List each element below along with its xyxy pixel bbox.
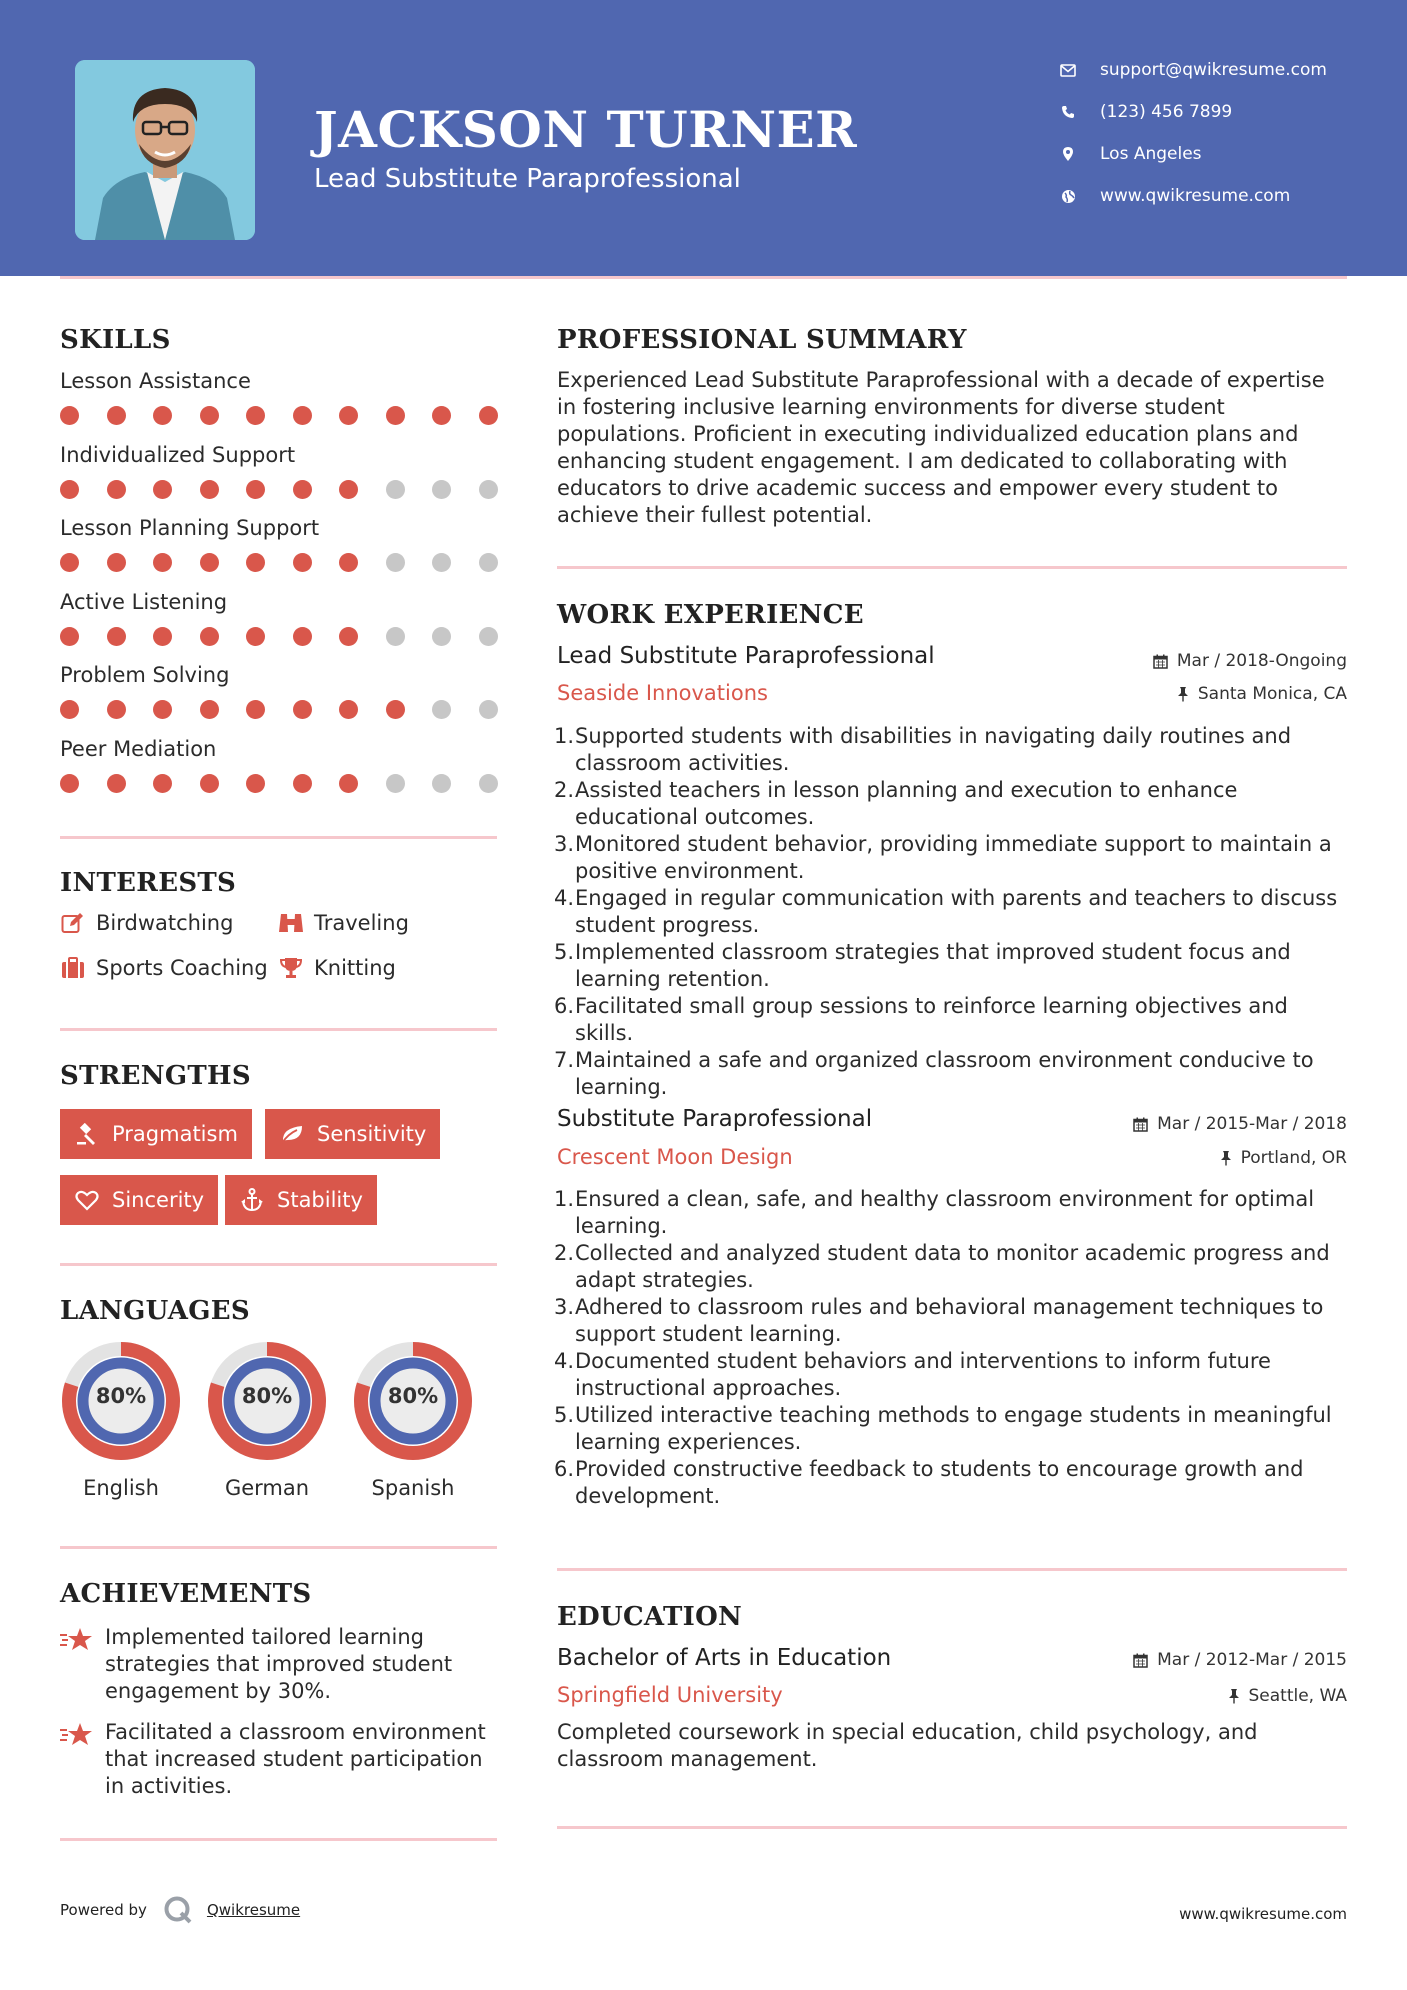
rating-dot-filled [153, 480, 172, 499]
job-title: Lead Substitute Paraprofessional [557, 643, 935, 669]
language-item [206, 1340, 328, 1500]
job-company: Crescent Moon Design [557, 1145, 793, 1169]
rating-dot-filled [200, 553, 219, 572]
skill-rating [60, 480, 497, 500]
bullet-number: 3. [554, 832, 575, 856]
job-dates: Mar / 2015-Mar / 2018 [1133, 1114, 1347, 1134]
job-bullet-list [554, 723, 1347, 1101]
bullet-text: Implemented classroom strategies that improved student focus and learning retention. [575, 940, 1291, 991]
powered-by-text: Powered by [60, 1901, 147, 1919]
bullet-text: Ensured a clean, safe, and healthy classroom environment for optimal learning. [575, 1187, 1315, 1238]
map-marker-icon [1050, 146, 1086, 162]
skill-name: Peer Mediation [60, 736, 217, 761]
footer-website-link[interactable]: www.qwikresume.com [1179, 1905, 1347, 1923]
rating-dot-filled [293, 553, 312, 572]
interest-item: Birdwatching [60, 910, 233, 936]
footer-branding [60, 1895, 300, 1925]
pushpin-icon [1177, 686, 1189, 702]
bullet-text: Adhered to classroom rules and behavioral management techniques to support student learning. [575, 1295, 1324, 1346]
rating-dot-filled [246, 700, 265, 719]
job-bullet [554, 885, 1347, 939]
rating-dot-filled [107, 627, 126, 646]
rating-dot-filled [60, 774, 79, 793]
education-school: Springfield University [557, 1683, 783, 1707]
contact-phone[interactable]: (123) 456 7899 [1050, 97, 1380, 127]
bullet-text: Provided constructive feedback to students to encourage growth and development. [575, 1457, 1304, 1508]
rating-dot-filled [339, 700, 358, 719]
resume-header [0, 0, 1407, 276]
trophy-icon [278, 955, 304, 981]
rating-dot-filled [339, 480, 358, 499]
bullet-number: 4. [554, 1349, 575, 1373]
job-title: Substitute Paraprofessional [557, 1106, 873, 1132]
rating-dot-filled [293, 700, 312, 719]
rating-dot-filled [293, 480, 312, 499]
bullet-text: Assisted teachers in lesson planning and execution to enhance educational outcomes. [575, 778, 1238, 829]
interests-heading: INTERESTS [60, 868, 237, 898]
qwikresume-link[interactable]: Qwikresume [206, 1901, 301, 1919]
rating-dot-empty [432, 774, 451, 793]
job-bullet [554, 723, 1347, 777]
rating-dot-filled [60, 480, 79, 499]
rating-dot-empty [386, 553, 405, 572]
bullet-number: 2. [554, 778, 575, 802]
rating-dot-filled [339, 553, 358, 572]
experience-heading: WORK EXPERIENCE [557, 600, 864, 630]
summary-heading: PROFESSIONAL SUMMARY [557, 325, 967, 355]
section-divider [557, 1826, 1347, 1829]
strength-tag: Sensitivity [265, 1109, 440, 1159]
star-icon [60, 1624, 96, 1705]
rating-dot-filled [200, 627, 219, 646]
pencil-square-icon [60, 910, 86, 936]
globe-icon [1050, 189, 1086, 204]
briefcase-icon [60, 955, 86, 981]
skill-rating [60, 774, 497, 794]
job-location: Portland, OR [1220, 1148, 1347, 1168]
job-bullet [554, 777, 1347, 831]
candidate-title: Lead Substitute Paraprofessional [314, 164, 741, 194]
contact-website[interactable]: www.qwikresume.com [1050, 181, 1380, 211]
rating-dot-filled [246, 480, 265, 499]
rating-dot-filled [60, 700, 79, 719]
skill-name: Individualized Support [60, 442, 296, 467]
bullet-text: Monitored student behavior, providing immediate support to maintain a positive environment. [575, 832, 1332, 883]
rating-dot-filled [107, 553, 126, 572]
rating-dot-empty [479, 627, 498, 646]
rating-dot-filled [107, 406, 126, 425]
job-bullet [554, 1186, 1347, 1240]
skill-rating [60, 553, 497, 573]
job-bullet [554, 993, 1347, 1047]
heart-icon [74, 1187, 100, 1213]
bullet-text: Facilitated small group sessions to reinforce learning objectives and skills. [575, 994, 1288, 1045]
rating-dot-filled [432, 406, 451, 425]
rating-dot-filled [153, 406, 172, 425]
profile-photo [75, 60, 255, 240]
strength-tag: Stability [225, 1175, 377, 1225]
rating-dot-filled [200, 774, 219, 793]
section-divider [60, 836, 497, 839]
rating-dot-filled [246, 406, 265, 425]
rating-dot-filled [246, 627, 265, 646]
rating-dot-filled [60, 553, 79, 572]
job-bullet [554, 1294, 1347, 1348]
rating-dot-filled [60, 627, 79, 646]
phone-icon [1050, 105, 1086, 119]
rating-dot-filled [339, 627, 358, 646]
rating-dot-filled [386, 406, 405, 425]
rating-dot-empty [386, 627, 405, 646]
skill-rating [60, 700, 497, 720]
leaf-icon [279, 1121, 305, 1147]
rating-dot-filled [293, 406, 312, 425]
job-bullet [554, 1240, 1347, 1294]
job-bullet [554, 831, 1347, 885]
language-percent: 80% [95, 1384, 147, 1408]
skill-rating [60, 627, 497, 647]
job-dates: Mar / 2018-Ongoing [1153, 651, 1347, 671]
strength-tag: Pragmatism [60, 1109, 252, 1159]
rating-dot-filled [153, 627, 172, 646]
language-item [352, 1340, 474, 1500]
bullet-number: 2. [554, 1241, 575, 1265]
section-divider [60, 1546, 497, 1549]
rating-dot-empty [386, 480, 405, 499]
section-divider [557, 566, 1347, 569]
bullet-number: 1. [554, 1187, 575, 1211]
section-divider [60, 1838, 497, 1841]
gavel-icon [74, 1121, 100, 1147]
rating-dot-empty [386, 774, 405, 793]
achievement-item: Implemented tailored learning strategies that improved student engagement by 30%. [60, 1624, 497, 1705]
rating-dot-filled [246, 774, 265, 793]
rating-dot-empty [432, 553, 451, 572]
skill-name: Lesson Planning Support [60, 516, 320, 540]
rating-dot-filled [200, 406, 219, 425]
strength-tag: Sincerity [60, 1175, 218, 1225]
job-bullet [554, 1456, 1347, 1510]
skills-heading: SKILLS [60, 325, 171, 355]
rating-dot-filled [107, 700, 126, 719]
rating-dot-filled [153, 774, 172, 793]
rating-dot-empty [432, 627, 451, 646]
job-company: Seaside Innovations [557, 681, 768, 705]
job-bullet [554, 1348, 1347, 1402]
rating-dot-empty [479, 700, 498, 719]
rating-dot-filled [293, 627, 312, 646]
qwikresume-logo-icon [163, 1895, 193, 1925]
pushpin-icon [1220, 1150, 1232, 1166]
job-bullet [554, 939, 1347, 993]
bullet-number: 5. [554, 940, 575, 964]
summary-text: Experienced Lead Substitute Paraprofessional with a decade of expertise in fostering inclusive learning environments for diverse student populations. Proficient in executing individualized education plans and enhancing student engagement. I am dedicated to collaborating with educators to drive academic success and empower every student to achieve their fullest potential. [557, 368, 1325, 527]
job-bullet [554, 1402, 1347, 1456]
language-percent: 80% [387, 1384, 439, 1408]
calendar-icon [1153, 654, 1168, 669]
candidate-name: JACKSON TURNER [314, 100, 858, 159]
bullet-text: Collected and analyzed student data to monitor academic progress and adapt strategies. [575, 1241, 1330, 1292]
bullet-number: 3. [554, 1295, 575, 1319]
interest-item: Traveling [278, 910, 409, 936]
education-heading: EDUCATION [557, 1602, 743, 1632]
rating-dot-empty [479, 480, 498, 499]
calendar-icon [1133, 1117, 1148, 1132]
rating-dot-filled [293, 774, 312, 793]
section-divider [557, 1568, 1347, 1571]
education-location: Seattle, WA [1228, 1686, 1348, 1706]
skill-rating [60, 406, 497, 426]
job-location: Santa Monica, CA [1177, 684, 1347, 704]
skill-name: Lesson Assistance [60, 369, 251, 393]
achievement-item: Facilitated a classroom environment that increased student participation in activities. [60, 1719, 497, 1800]
education-dates: Mar / 2012-Mar / 2015 [1133, 1650, 1347, 1670]
pushpin-icon [1228, 1688, 1240, 1704]
rating-dot-empty [479, 553, 498, 572]
bullet-text: Maintained a safe and organized classroom environment conducive to learning. [575, 1048, 1314, 1099]
rating-dot-empty [432, 700, 451, 719]
skill-name: Active Listening [60, 589, 228, 614]
language-item [60, 1340, 182, 1500]
section-divider [60, 1263, 497, 1266]
anchor-icon [239, 1187, 265, 1213]
section-divider [60, 1028, 497, 1031]
bullet-number: 1. [554, 724, 575, 748]
bullet-number: 6. [554, 1457, 575, 1481]
languages-heading: LANGUAGES [60, 1296, 250, 1326]
job-bullet-list [554, 1186, 1347, 1510]
job-bullet [554, 1047, 1347, 1101]
bullet-number: 4. [554, 886, 575, 910]
rating-dot-filled [479, 406, 498, 425]
rating-dot-filled [153, 553, 172, 572]
education-description: Completed coursework in special education, child psychology, and classroom management. [557, 1720, 1258, 1771]
language-percent: 80% [241, 1384, 293, 1408]
star-icon [60, 1719, 96, 1800]
rating-dot-filled [339, 406, 358, 425]
envelope-icon [1050, 64, 1086, 77]
rating-dot-filled [107, 480, 126, 499]
skill-name: Problem Solving [60, 663, 230, 687]
strengths-heading: STRENGTHS [60, 1061, 251, 1091]
education-degree: Bachelor of Arts in Education [557, 1645, 892, 1671]
rating-dot-filled [200, 480, 219, 499]
bullet-number: 5. [554, 1403, 575, 1427]
interest-item: Sports Coaching [60, 955, 268, 981]
bullet-text: Utilized interactive teaching methods to engage students in meaningful learning experiences. [575, 1403, 1332, 1454]
rating-dot-filled [107, 774, 126, 793]
bullet-number: 7. [554, 1048, 575, 1072]
binoculars-icon [278, 910, 304, 936]
achievements-heading: ACHIEVEMENTS [60, 1579, 312, 1609]
rating-dot-empty [432, 480, 451, 499]
rating-dot-filled [60, 406, 79, 425]
rating-dot-filled [153, 700, 172, 719]
header-divider [60, 276, 1347, 279]
bullet-text: Engaged in regular communication with parents and teachers to discuss student progress. [575, 886, 1338, 937]
contact-location: Los Angeles [1050, 139, 1380, 169]
contact-email[interactable]: support@qwikresume.com [1050, 55, 1380, 85]
rating-dot-filled [386, 700, 405, 719]
bullet-number: 6. [554, 994, 575, 1018]
language-name: German [224, 1476, 310, 1500]
bullet-text: Documented student behaviors and interventions to inform future instructional approaches. [575, 1349, 1271, 1400]
calendar-icon [1133, 1653, 1148, 1668]
bullet-text: Supported students with disabilities in navigating daily routines and classroom activities. [575, 724, 1292, 775]
language-name: Spanish [371, 1476, 455, 1500]
rating-dot-filled [200, 700, 219, 719]
interest-item: Knitting [278, 955, 396, 981]
rating-dot-filled [339, 774, 358, 793]
language-name: English [83, 1476, 159, 1500]
rating-dot-filled [246, 553, 265, 572]
rating-dot-empty [479, 774, 498, 793]
